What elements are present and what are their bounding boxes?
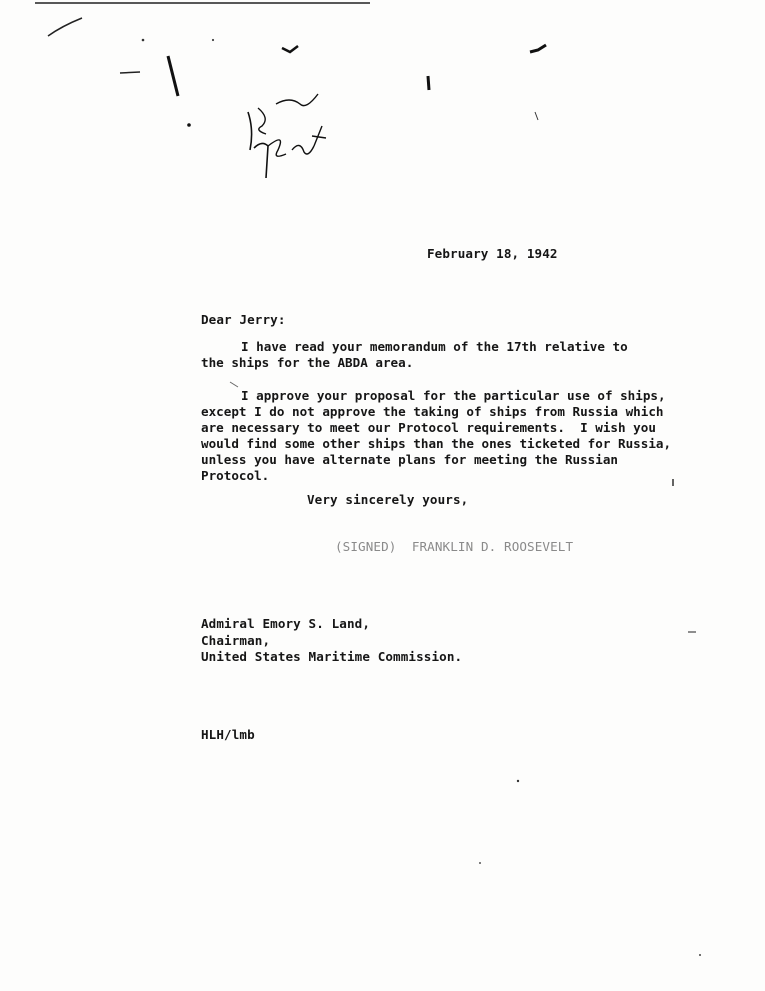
recipient-title: Chairman, xyxy=(201,633,271,648)
letter-date: February 18, 1942 xyxy=(427,246,558,261)
paragraph-2-line: except I do not approve the taking of ships from Russia which xyxy=(201,404,664,419)
paragraph-1-line: the ships for the ABDA area. xyxy=(201,355,414,370)
paragraph-1 xyxy=(201,339,671,371)
reference-initials: HLH/lmb xyxy=(201,727,255,742)
paragraph-1-line: I have read your memorandum of the 17th relative to xyxy=(241,339,628,354)
closing: Very sincerely yours, xyxy=(307,492,469,507)
signature-line: (SIGNED) FRANKLIN D. ROOSEVELT xyxy=(335,539,574,554)
paragraph-2-line: would find some other ships than the ones ticketed for Russia, xyxy=(201,436,672,451)
paragraph-2-line: unless you have alternate plans for meeting the Russian xyxy=(201,452,619,467)
salutation: Dear Jerry: xyxy=(201,312,286,327)
paragraph-2-line: are necessary to meet our Protocol requirements. I wish you xyxy=(201,420,656,435)
recipient-organization: United States Maritime Commission. xyxy=(201,649,463,664)
paragraph-2 xyxy=(201,388,671,484)
paragraph-2-line: Protocol. xyxy=(201,468,270,483)
paragraph-2-line: I approve your proposal for the particular use of ships, xyxy=(241,388,666,403)
recipient-name: Admiral Emory S. Land, xyxy=(201,616,371,631)
